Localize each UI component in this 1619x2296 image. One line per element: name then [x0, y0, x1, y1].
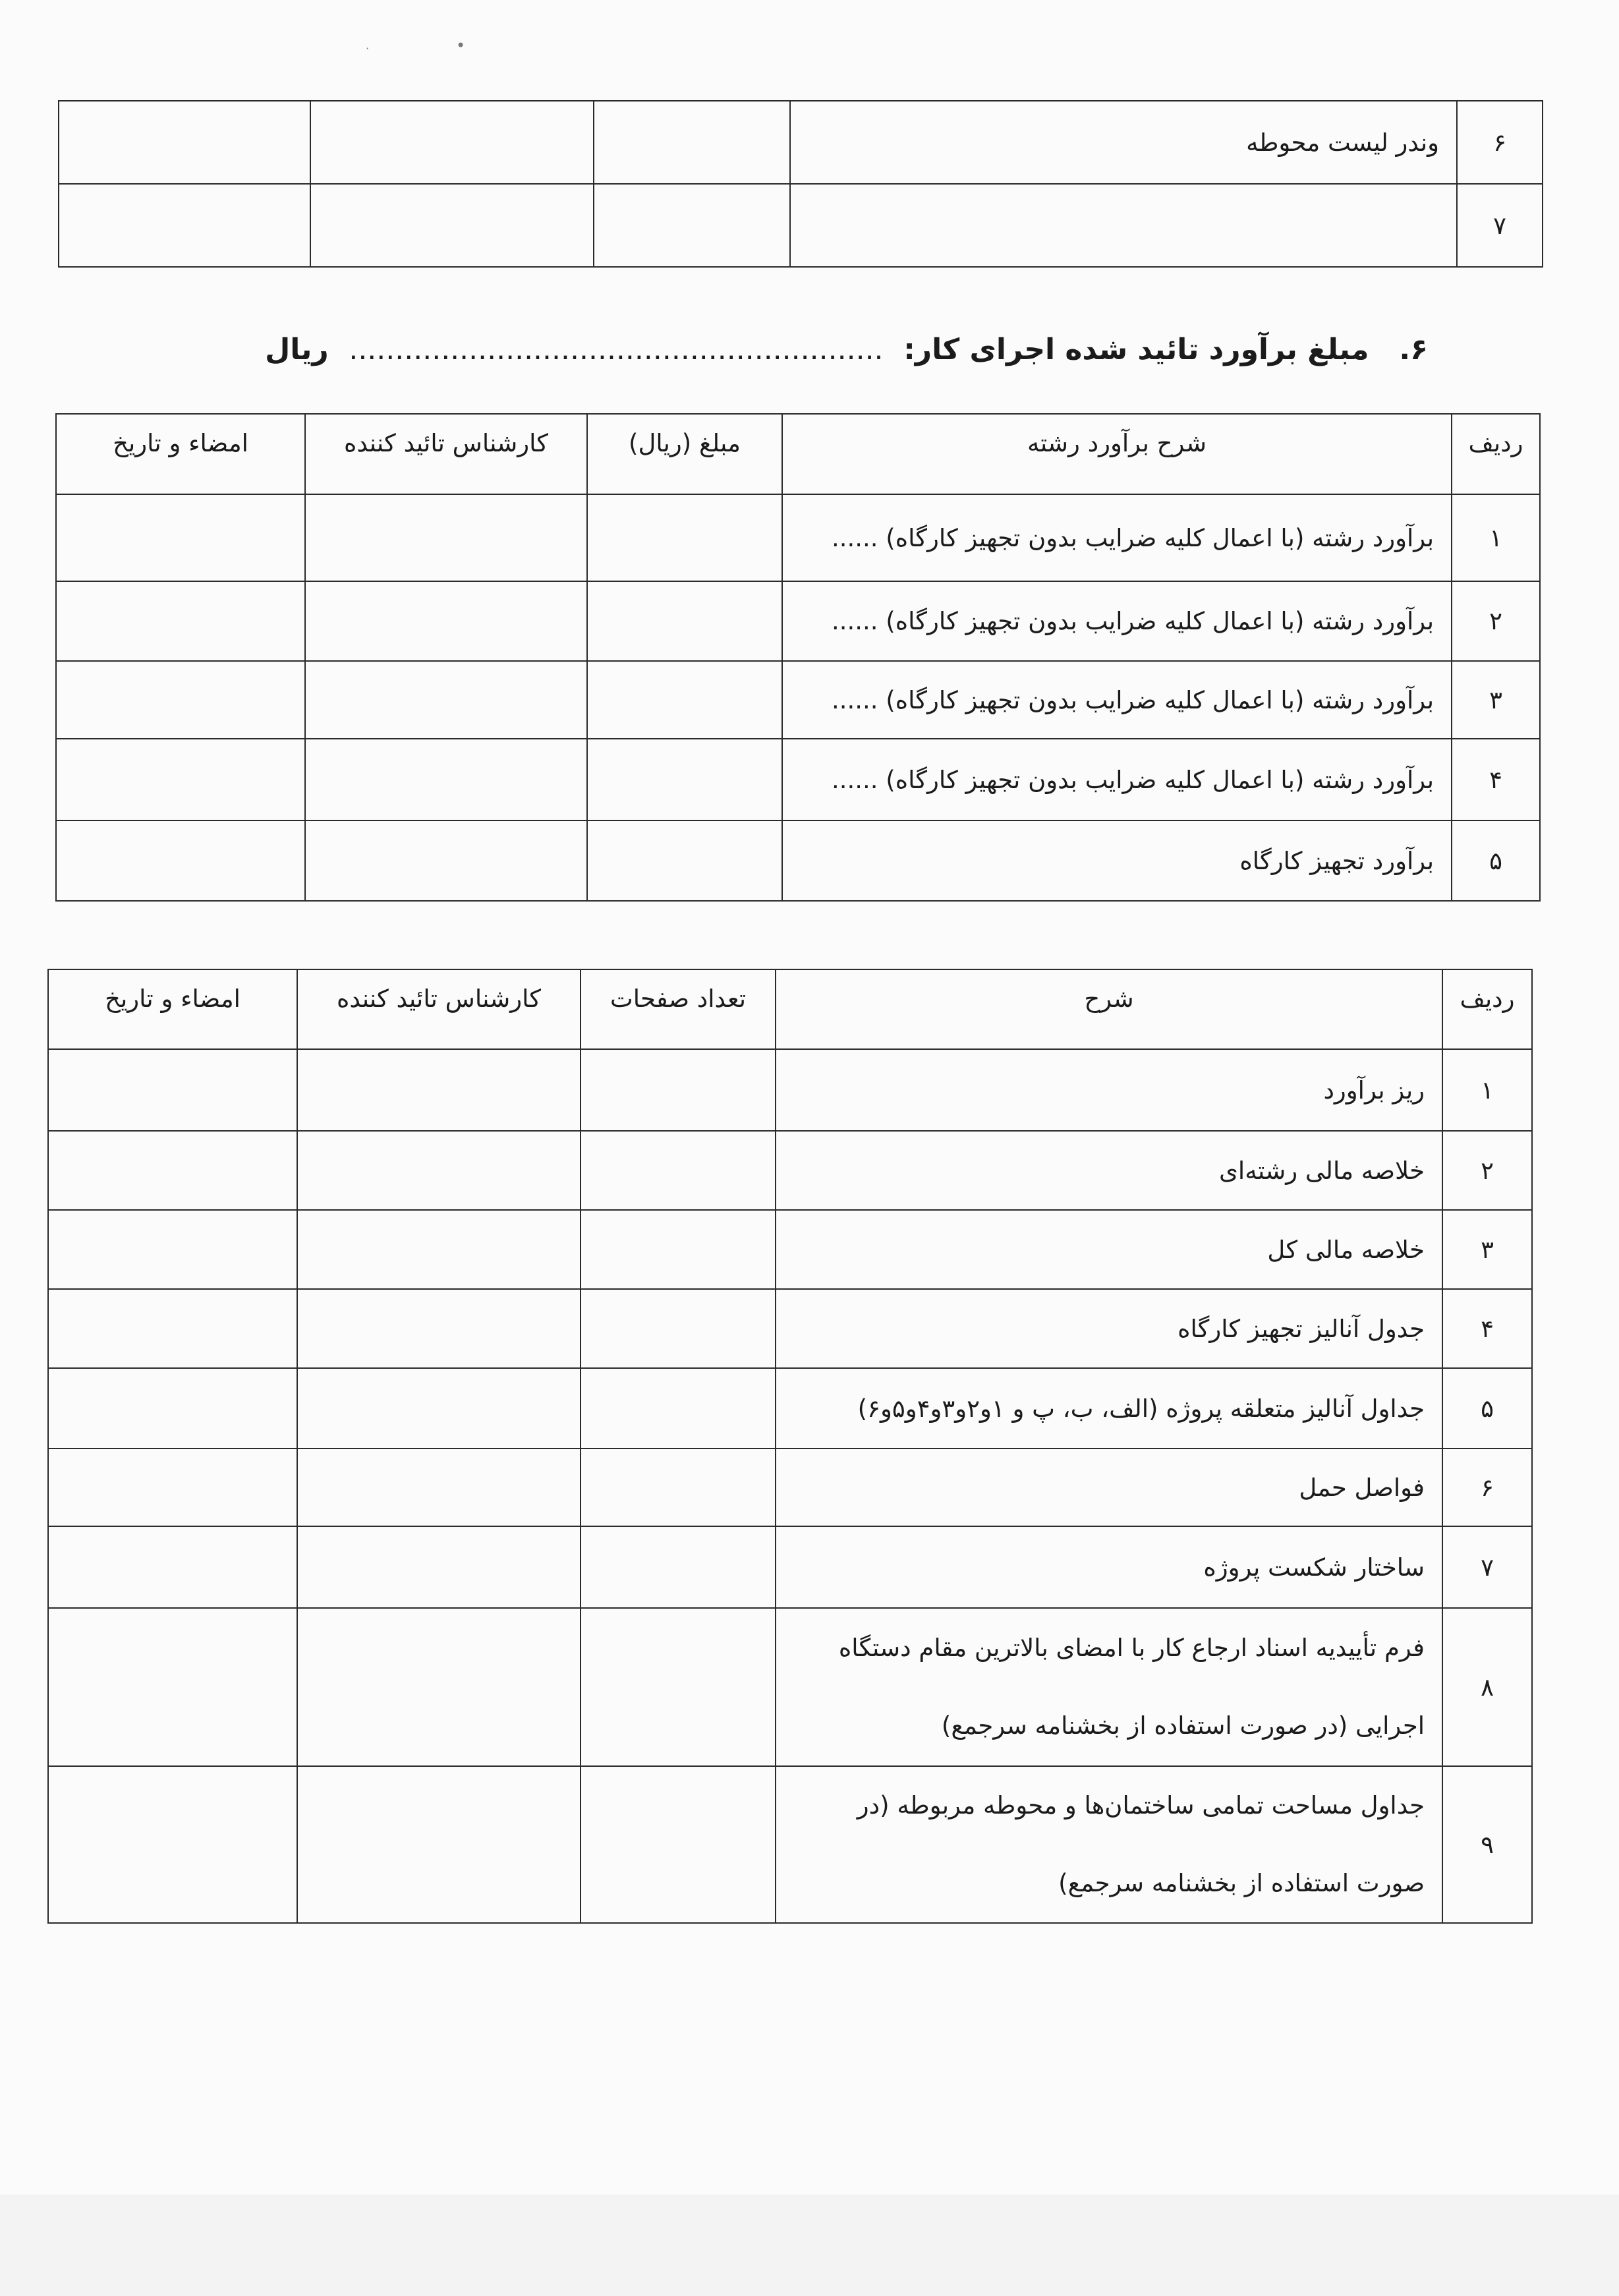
row-number: ۲	[1452, 581, 1540, 661]
table-top	[58, 100, 1543, 268]
table-estimate	[55, 413, 1541, 902]
empty-cell	[581, 1210, 776, 1289]
header-amount: مبلغ (ریال)	[587, 414, 782, 494]
empty-cell	[581, 1449, 776, 1526]
header-sign-date: امضاء و تاریخ	[56, 414, 305, 494]
row-description: خلاصه مالی رشته‌ای	[776, 1131, 1442, 1210]
header-row-number: ردیف	[1452, 414, 1540, 494]
empty-cell	[48, 1526, 297, 1608]
empty-cell	[594, 101, 790, 184]
row-description: برآورد رشته (با اعمال کلیه ضرایب بدون تجهیز کارگاه) ......	[782, 494, 1452, 581]
empty-cell	[48, 1608, 297, 1766]
empty-cell	[581, 1526, 776, 1608]
row-number: ۶	[1457, 101, 1543, 184]
empty-cell	[305, 820, 587, 901]
row-number: ۱	[1442, 1049, 1532, 1131]
empty-cell	[59, 184, 310, 267]
empty-cell	[305, 494, 587, 581]
row-number: ۷	[1457, 184, 1543, 267]
row-description: جدول آنالیز تجهیز کارگاه	[776, 1289, 1442, 1368]
empty-cell	[56, 661, 305, 739]
empty-cell	[48, 1449, 297, 1526]
row-description: فرم تأییدیه اسناد ارجاع کار با امضای بالاترین مقام دستگاه اجرایی (در صورت استفاده از بخشنامه سرجمع)	[776, 1608, 1442, 1766]
row-description: برآورد رشته (با اعمال کلیه ضرایب بدون تجهیز کارگاه) ......	[782, 661, 1452, 739]
table-documents	[47, 969, 1533, 1924]
header-expert: کارشناس تائید کننده	[305, 414, 587, 494]
empty-cell	[297, 1526, 581, 1608]
row-number: ۸	[1442, 1608, 1532, 1766]
empty-cell	[48, 1368, 297, 1449]
empty-cell	[581, 1131, 776, 1210]
table-row	[59, 184, 1543, 267]
row-description: ساختار شکست پروژه	[776, 1526, 1442, 1608]
empty-cell	[587, 661, 782, 739]
empty-cell	[587, 494, 782, 581]
header-description: شرح	[776, 969, 1442, 1049]
empty-cell	[297, 1131, 581, 1210]
empty-cell	[297, 1289, 581, 1368]
empty-cell	[297, 1049, 581, 1131]
empty-cell	[297, 1608, 581, 1766]
empty-cell	[581, 1289, 776, 1368]
row-number: ۵	[1452, 820, 1540, 901]
row-description	[790, 184, 1457, 267]
table-row	[56, 581, 1540, 661]
empty-cell	[48, 1210, 297, 1289]
section-title: مبلغ برآورد تائید شده اجرای کار:	[903, 333, 1369, 366]
empty-cell	[56, 494, 305, 581]
empty-cell	[581, 1368, 776, 1449]
row-number: ۶	[1442, 1449, 1532, 1526]
header-expert: کارشناس تائید کننده	[297, 969, 581, 1049]
table-row	[56, 820, 1540, 901]
table-row	[48, 1210, 1532, 1289]
table-row	[56, 661, 1540, 739]
empty-cell	[305, 739, 587, 820]
empty-cell	[310, 101, 594, 184]
empty-cell	[305, 581, 587, 661]
row-description: جداول مساحت تمامی ساختمان‌ها و محوطه مربوطه (در صورت استفاده از بخشنامه سرجمع)	[776, 1766, 1442, 1923]
scan-speck: •	[456, 36, 466, 55]
row-number: ۴	[1452, 739, 1540, 820]
empty-cell	[48, 1131, 297, 1210]
empty-cell	[297, 1368, 581, 1449]
row-number: ۲	[1442, 1131, 1532, 1210]
table-row	[48, 1368, 1532, 1449]
table-header-row	[48, 969, 1532, 1049]
section-number: ۶.	[1399, 333, 1428, 366]
row-number: ۵	[1442, 1368, 1532, 1449]
empty-cell	[587, 739, 782, 820]
empty-cell	[297, 1449, 581, 1526]
scan-speck: ·	[366, 42, 370, 55]
row-number: ۷	[1442, 1526, 1532, 1608]
table-row	[56, 494, 1540, 581]
table-row	[48, 1049, 1532, 1131]
table-row	[48, 1608, 1532, 1766]
amount-blank: ..........................................................	[349, 333, 884, 366]
empty-cell	[59, 101, 310, 184]
row-description: برآورد تجهیز کارگاه	[782, 820, 1452, 901]
table-row	[48, 1289, 1532, 1368]
header-sign-date: امضاء و تاریخ	[48, 969, 297, 1049]
row-number: ۳	[1442, 1210, 1532, 1289]
empty-cell	[587, 820, 782, 901]
header-page-count: تعداد صفحات	[581, 969, 776, 1049]
table-row	[56, 739, 1540, 820]
table-row	[48, 1131, 1532, 1210]
empty-cell	[594, 184, 790, 267]
row-number: ۹	[1442, 1766, 1532, 1923]
header-description: شرح برآورد رشته	[782, 414, 1452, 494]
row-description: وندر لیست محوطه	[790, 101, 1457, 184]
table-header-row	[56, 414, 1540, 494]
row-description: خلاصه مالی کل	[776, 1210, 1442, 1289]
row-number: ۳	[1452, 661, 1540, 739]
empty-cell	[297, 1210, 581, 1289]
empty-cell	[581, 1049, 776, 1131]
empty-cell	[305, 661, 587, 739]
row-description: فواصل حمل	[776, 1449, 1442, 1526]
empty-cell	[48, 1289, 297, 1368]
currency-unit: ریال	[265, 333, 329, 366]
row-description: جداول آنالیز متعلقه پروژه (الف، ب، پ و ۱و۲و۳و۴و۵و۶)	[776, 1368, 1442, 1449]
table-row	[48, 1766, 1532, 1923]
empty-cell	[310, 184, 594, 267]
empty-cell	[56, 581, 305, 661]
empty-cell	[587, 581, 782, 661]
table-row	[59, 101, 1543, 184]
row-description: برآورد رشته (با اعمال کلیه ضرایب بدون تجهیز کارگاه) ......	[782, 739, 1452, 820]
table-row	[48, 1449, 1532, 1526]
empty-cell	[48, 1049, 297, 1131]
row-number: ۱	[1452, 494, 1540, 581]
scan-bottom-shade	[0, 2195, 1619, 2296]
empty-cell	[581, 1766, 776, 1923]
row-description: ریز برآورد	[776, 1049, 1442, 1131]
row-number: ۴	[1442, 1289, 1532, 1368]
section-heading	[265, 333, 1428, 366]
empty-cell	[56, 820, 305, 901]
table-row	[48, 1526, 1532, 1608]
empty-cell	[56, 739, 305, 820]
row-description: برآورد رشته (با اعمال کلیه ضرایب بدون تجهیز کارگاه) ......	[782, 581, 1452, 661]
empty-cell	[48, 1766, 297, 1923]
empty-cell	[581, 1608, 776, 1766]
header-row-number: ردیف	[1442, 969, 1532, 1049]
empty-cell	[297, 1766, 581, 1923]
